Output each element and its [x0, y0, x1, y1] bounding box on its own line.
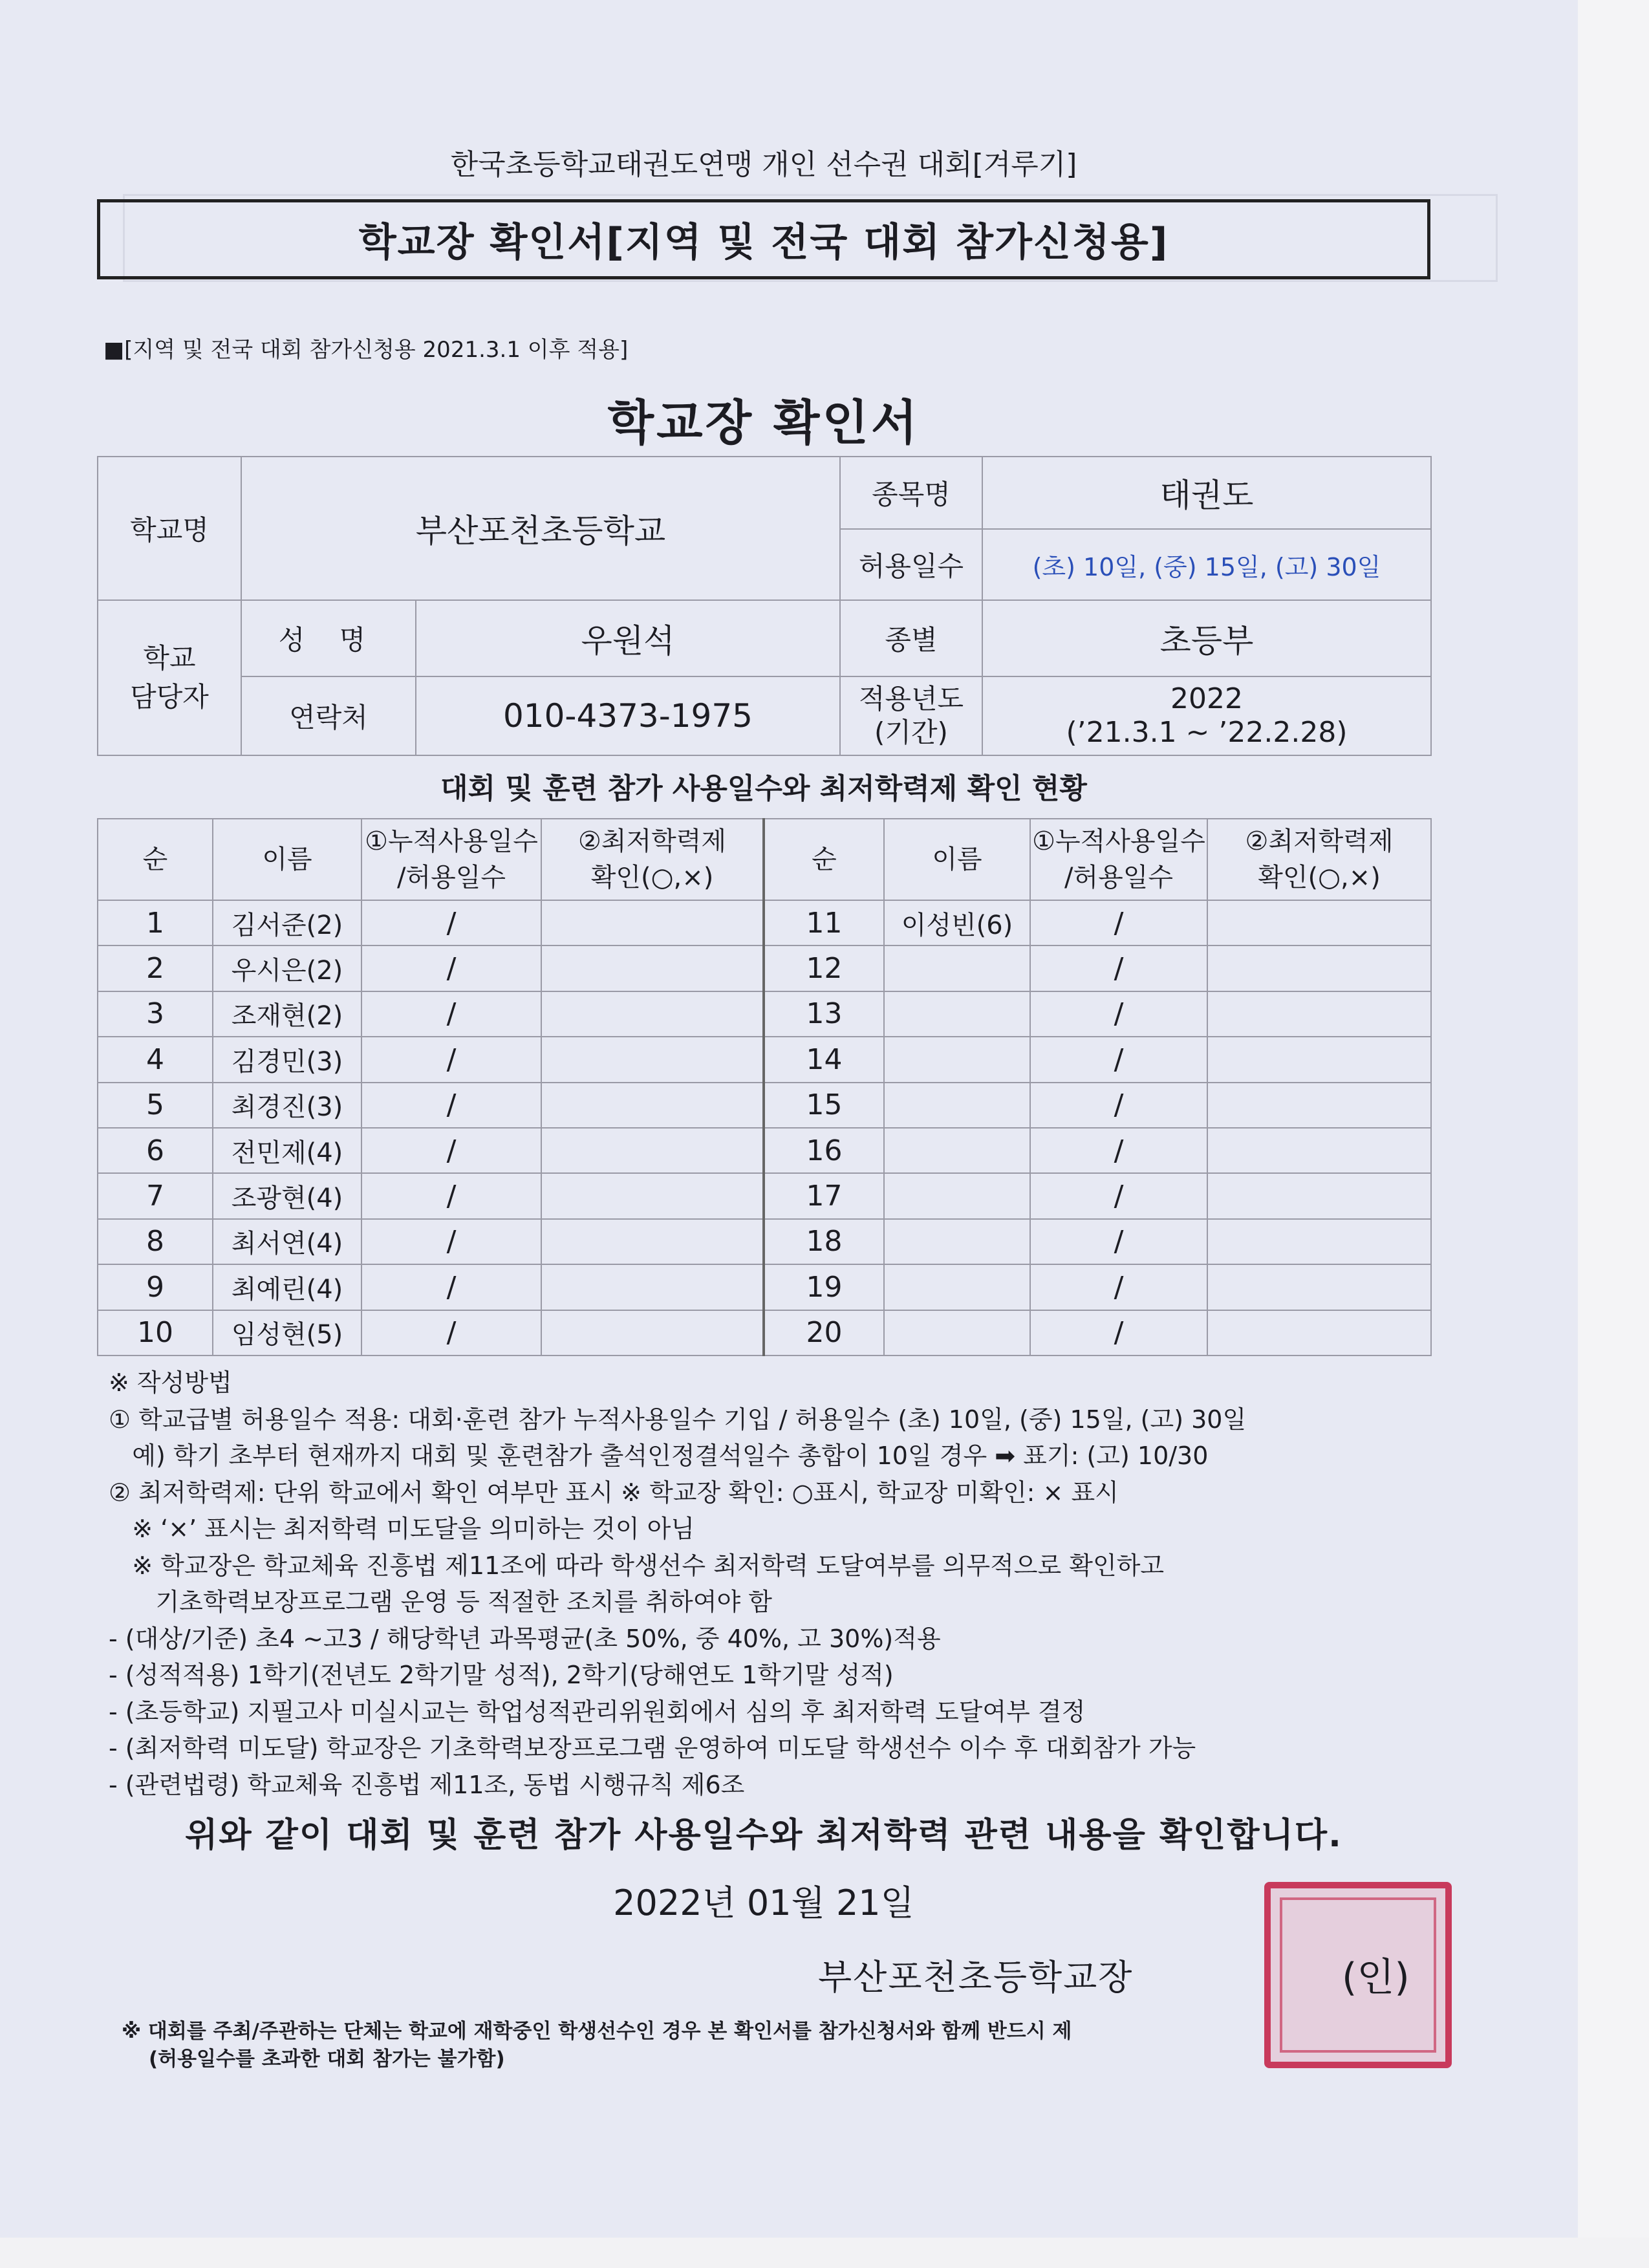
days-cell: / [1030, 1219, 1207, 1264]
row-no: 14 [764, 1037, 884, 1082]
student-name [884, 945, 1030, 991]
student-name: 조재현(2) [213, 991, 361, 1037]
row-no: 9 [98, 1264, 213, 1310]
student-name: 최예린(4) [213, 1264, 361, 1310]
instruction-line: - (관련법령) 학교체육 진흥법 제11조, 동법 시행규칙 제6조 [109, 1770, 745, 1799]
table-row [98, 1310, 1431, 1355]
col-name-right: 이름 [884, 819, 1030, 900]
seal-mark: (인) [1342, 1955, 1410, 2000]
check-cell [1207, 1219, 1431, 1264]
check-cell [1207, 1264, 1431, 1310]
row-no: 6 [98, 1128, 213, 1173]
student-name: 우시은(2) [213, 945, 361, 991]
days-cell: / [1030, 900, 1207, 945]
manager-name-value: 우원석 [416, 600, 840, 676]
check-cell [1207, 1310, 1431, 1355]
instructions [109, 1365, 1246, 1803]
check-cell [541, 945, 764, 991]
year-label: 적용년도 (기간) [840, 676, 982, 755]
row-no: 7 [98, 1173, 213, 1218]
row-no: 2 [98, 945, 213, 991]
student-name: 임성현(5) [213, 1310, 361, 1355]
student-name [884, 1264, 1030, 1310]
category-label: 종별 [840, 600, 982, 676]
days-cell: / [361, 1083, 541, 1128]
days-cell: / [1030, 1083, 1207, 1128]
row-no: 18 [764, 1219, 884, 1264]
student-name: 조광현(4) [213, 1173, 361, 1218]
instruction-line: 기초학력보장프로그램 운영 등 적절한 조치를 취하여야 함 [109, 1588, 772, 1616]
event-value: 태권도 [982, 457, 1431, 529]
document-title: 학교장 확인서 [607, 395, 920, 451]
student-name [884, 1310, 1030, 1355]
days-cell: / [1030, 1173, 1207, 1218]
table-row [98, 900, 1431, 945]
student-name [884, 991, 1030, 1037]
check-cell [1207, 991, 1431, 1037]
year-value: 2022 [1170, 682, 1243, 715]
days-cell: / [361, 1310, 541, 1355]
days-cell: / [1030, 1310, 1207, 1355]
usage-list-title: 대회 및 훈련 참가 사용일수와 최저학력제 확인 현황 [440, 772, 1087, 805]
usage-table [97, 818, 1432, 1356]
instruction-line: - (초등학교) 지필고사 미실시교는 학업성적관리위원회에서 심의 후 최저학력 도달여부 결정 [109, 1697, 1086, 1726]
row-no: 16 [764, 1128, 884, 1173]
category-value: 초등부 [982, 600, 1431, 676]
col-days-left: ①누적사용일수 /허용일수 [361, 819, 541, 900]
school-info-table [97, 456, 1432, 756]
check-cell [541, 900, 764, 945]
row-no: 13 [764, 991, 884, 1037]
days-cell: / [361, 945, 541, 991]
principal-name: 부산포천초등학교장 [818, 1957, 1134, 1998]
event-label: 종목명 [840, 457, 982, 529]
table-row [98, 1083, 1431, 1128]
school-name-value: 부산포천초등학교 [241, 457, 840, 600]
days-cell: / [1030, 1037, 1207, 1082]
table-row [98, 1219, 1431, 1264]
instruction-line: ※ 학교장은 학교체육 진흥법 제11조에 따라 학생선수 최저학력 도달여부를 의무적으로 확인하고 [109, 1551, 1165, 1580]
days-cell: / [361, 1037, 541, 1082]
instruction-line: - (대상/기준) 초4 ~고3 / 해당학년 과목평균(초 50%, 중 40%, 고 30%)적용 [109, 1624, 941, 1653]
row-no: 17 [764, 1173, 884, 1218]
instruction-line: ① 학교급별 허용일수 적용: 대회·훈련 참가 누적사용일수 기입 / 허용일수 (초) 10일, (중) 15일, (고) 30일 [109, 1405, 1247, 1434]
days-cell: / [361, 1264, 541, 1310]
check-cell [541, 1264, 764, 1310]
col-check-left: ②최저학력제 확인(○,×) [541, 819, 764, 900]
table-row [98, 991, 1431, 1037]
row-no: 15 [764, 1083, 884, 1128]
row-no: 1 [98, 900, 213, 945]
student-name: 최경진(3) [213, 1083, 361, 1128]
student-name [884, 1037, 1030, 1082]
check-cell [541, 1219, 764, 1264]
instruction-line: ② 최저학력제: 단위 학교에서 확인 여부만 표시 ※ 학교장 확인: ○표시, 학교장 미확인: × 표시 [109, 1478, 1119, 1507]
col-name-left: 이름 [213, 819, 361, 900]
check-cell [1207, 1083, 1431, 1128]
row-no: 10 [98, 1310, 213, 1355]
row-no: 20 [764, 1310, 884, 1355]
table-row [98, 1037, 1431, 1082]
check-cell [1207, 1037, 1431, 1082]
student-name [884, 1219, 1030, 1264]
row-no: 4 [98, 1037, 213, 1082]
row-no: 11 [764, 900, 884, 945]
check-cell [1207, 1128, 1431, 1173]
competition-title: 한국초등학교태권도연맹 개인 선수권 대회[겨루기] [450, 148, 1077, 181]
period-value: (’21.3.1 ~ ’22.2.28) [1066, 716, 1348, 749]
confirmation-date: 2022년 01월 21일 [613, 1883, 914, 1923]
student-name: 김서준(2) [213, 900, 361, 945]
days-cell: / [1030, 1128, 1207, 1173]
col-no-left: 순 [98, 819, 213, 900]
table-row [98, 1173, 1431, 1218]
col-no-right: 순 [764, 819, 884, 900]
footer-note: ※ 대회를 주최/주관하는 단체는 학교에 재학중인 학생선수인 경우 본 확인서를 참가신청서와 함께 반드시 제 [122, 2020, 1072, 2043]
days-cell: / [361, 1219, 541, 1264]
col-days-right: ①누적사용일수 /허용일수 [1030, 819, 1207, 900]
student-name: 김경민(3) [213, 1037, 361, 1082]
boxed-title: 학교장 확인서[지역 및 전국 대회 참가신청용] [97, 199, 1430, 279]
student-name: 최서연(4) [213, 1219, 361, 1264]
contact-label: 연락처 [241, 676, 416, 755]
confirmation-statement: 위와 같이 대회 및 훈련 참가 사용일수와 최저학력 관련 내용을 확인합니다. [185, 1816, 1342, 1855]
col-check-right: ②최저학력제 확인(○,×) [1207, 819, 1431, 900]
days-cell: / [1030, 945, 1207, 991]
instruction-line: ※ ‘×’ 표시는 최저학력 미도달을 의미하는 것이 아님 [109, 1515, 695, 1543]
days-cell: / [1030, 1264, 1207, 1310]
table-row [98, 1128, 1431, 1173]
manager-label: 학교 담당자 [98, 600, 241, 755]
days-cell: / [361, 1128, 541, 1173]
allowed-days-label: 허용일수 [840, 529, 982, 600]
days-cell: / [1030, 991, 1207, 1037]
check-cell [541, 1128, 764, 1173]
scan-edge-bottom [0, 2238, 1649, 2268]
check-cell [541, 1173, 764, 1218]
days-cell: / [361, 991, 541, 1037]
contact-value: 010-4373-1975 [416, 676, 840, 755]
student-name [884, 1083, 1030, 1128]
row-no: 12 [764, 945, 884, 991]
instruction-line: - (성적적용) 1학기(전년도 2학기말 성적), 2학기(당해연도 1학기말 성적) [109, 1661, 894, 1689]
table-row [98, 945, 1431, 991]
check-cell [1207, 1173, 1431, 1218]
applicability-note: ■[지역 및 전국 대회 참가신청용 2021.3.1 이후 적용] [103, 337, 629, 363]
table-row [98, 1264, 1431, 1310]
instructions-heading: ※ 작성방법 [109, 1368, 232, 1397]
instruction-line: - (최저학력 미도달) 학교장은 기초학력보장프로그램 운영하여 미도달 학생선수 이수 후 대회참가 가능 [109, 1734, 1196, 1762]
student-name [884, 1128, 1030, 1173]
check-cell [1207, 900, 1431, 945]
days-cell: / [361, 1173, 541, 1218]
footer-note-2: (허용일수를 초과한 대회 참가는 불가함) [149, 2047, 505, 2071]
row-no: 19 [764, 1264, 884, 1310]
student-name [884, 1173, 1030, 1218]
row-no: 3 [98, 991, 213, 1037]
check-cell [541, 1310, 764, 1355]
row-no: 8 [98, 1219, 213, 1264]
check-cell [541, 991, 764, 1037]
check-cell [541, 1037, 764, 1082]
student-name: 이성빈(6) [884, 900, 1030, 945]
check-cell [541, 1083, 764, 1128]
scan-edge-right [1578, 0, 1649, 2268]
year-cell [982, 676, 1431, 755]
row-no: 5 [98, 1083, 213, 1128]
days-cell: / [361, 900, 541, 945]
instruction-line: 예) 학기 초부터 현재까지 대회 및 훈련참가 출석인정결석일수 총합이 10일 경우 ➡ 표기: (고) 10/30 [109, 1442, 1209, 1470]
check-cell [1207, 945, 1431, 991]
manager-name-label: 성 명 [241, 600, 416, 676]
student-name: 전민제(4) [213, 1128, 361, 1173]
school-name-label: 학교명 [98, 457, 241, 600]
allowed-days-value: (초) 10일, (중) 15일, (고) 30일 [982, 529, 1431, 600]
